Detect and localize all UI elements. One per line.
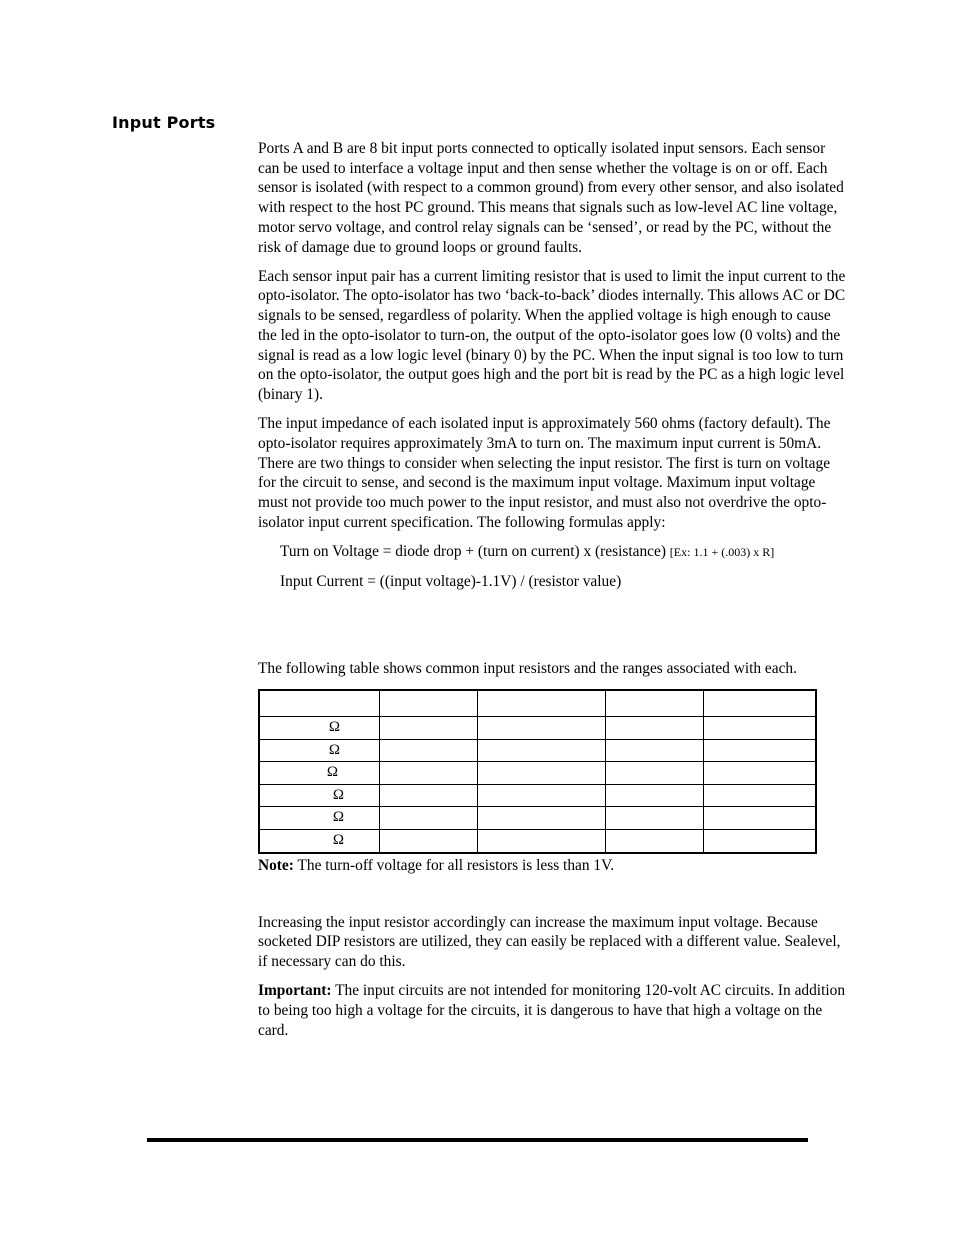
table-cell bbox=[379, 829, 477, 852]
table-cell bbox=[704, 784, 816, 807]
formula-input-current: Input Current = ((input voltage)-1.1V) / (resistor value) bbox=[280, 573, 622, 591]
formula-turn-on-voltage bbox=[258, 542, 848, 563]
paragraph-table-intro: The following table shows common input resistors and the ranges associated with each. bbox=[258, 660, 797, 678]
body-column bbox=[258, 139, 848, 1050]
table-row bbox=[259, 716, 816, 739]
formula-turn-on-text: Turn on Voltage = diode drop + (turn on current) x (resistance) bbox=[280, 542, 670, 560]
important-text: The input circuits are not intended for monitoring 120-volt AC circuits. In addition to being too high a voltage for the circuits, it is dangerous to have that high a voltage on the card. bbox=[258, 982, 846, 1039]
table-cell bbox=[605, 762, 703, 785]
table-cell: Ω bbox=[259, 784, 379, 807]
table-header-cell bbox=[379, 690, 477, 717]
resistor-table bbox=[258, 689, 817, 854]
important-label: Important: bbox=[258, 982, 332, 1000]
section-heading: Input Ports bbox=[112, 113, 216, 132]
table-header-cell bbox=[704, 690, 816, 717]
footer-rule bbox=[147, 1138, 808, 1142]
table-cell: Ω bbox=[259, 762, 379, 785]
table-cell bbox=[379, 807, 477, 830]
table-cell bbox=[478, 807, 605, 830]
table-cell bbox=[379, 716, 477, 739]
table-note bbox=[258, 856, 848, 876]
table-cell bbox=[704, 829, 816, 852]
table-cell bbox=[704, 762, 816, 785]
table-cell bbox=[379, 762, 477, 785]
table-row bbox=[259, 739, 816, 762]
table-row bbox=[259, 762, 816, 785]
table-cell bbox=[379, 784, 477, 807]
paragraph-increasing-resistor: Increasing the input resistor accordingly can increase the maximum input voltage. Because socketed DIP resistors are utilized, they can easily be replaced with a different value. Sealevel, if necessary can do this. bbox=[258, 913, 841, 971]
table-cell: Ω bbox=[259, 829, 379, 852]
table-cell bbox=[605, 807, 703, 830]
paragraph-impedance: The input impedance of each isolated input is approximately 560 ohms (factory default). The opto-isolator requires approximately 3mA to turn on. The maximum input current is 50mA. There are two things to consider when selecting the input resistor. The first is turn on voltage for the circuit to sense, and second is the maximum input voltage. Maximum input voltage must not provide too much power to the input resistor, and must also not overdrive the opto-isolator input current specification. The following formulas apply: bbox=[258, 415, 831, 531]
table-row bbox=[259, 784, 816, 807]
paragraph-resistor: Each sensor input pair has a current limiting resistor that is used to limit the input current to the opto-isolator. The opto-isolator has two ‘back-to-back’ diodes internally. This allows AC or DC signals to be sensed, regardless of polarity. When the applied voltage is high enough to cause the led in the opto-isolator to turn-on, the output of the opto-isolator goes low (0 volts) and the signal is read as a low logic level (binary 0) by the PC. When the input signal is too low to turn on the opto-isolator, the output goes high and the port bit is read by the PC as a high logic level (binary 1). bbox=[258, 267, 846, 403]
paragraph-important bbox=[258, 981, 848, 1040]
table-cell bbox=[605, 716, 703, 739]
table-cell bbox=[478, 716, 605, 739]
table-header-cell bbox=[605, 690, 703, 717]
table-cell: Ω bbox=[259, 807, 379, 830]
table-cell bbox=[478, 762, 605, 785]
table-cell bbox=[704, 739, 816, 762]
table-header-cell bbox=[478, 690, 605, 717]
table-row bbox=[259, 829, 816, 852]
table-cell bbox=[605, 784, 703, 807]
table-cell bbox=[704, 716, 816, 739]
paragraph-sensors: Ports A and B are 8 bit input ports connected to optically isolated input sensors. Each sensor can be used to interface a voltage input and then sense whether the voltage is on or off. Each sensor is isolated (with respect to a common ground) from every other sensor, and also isolated with respect to the host PC ground. This means that signals such as low-level AC line voltage, motor servo voltage, and control relay signals can be ‘sensed’, or read by the PC, without the risk of damage due to ground loops or ground faults. bbox=[258, 140, 844, 256]
formula-turn-on-example: [Ex: 1.1 + (.003) x R] bbox=[669, 544, 775, 559]
table-cell: Ω bbox=[259, 739, 379, 762]
table-cell bbox=[704, 807, 816, 830]
table-cell bbox=[478, 829, 605, 852]
table-cell bbox=[379, 739, 477, 762]
table-cell bbox=[478, 784, 605, 807]
table-row bbox=[259, 807, 816, 830]
table-cell: Ω bbox=[259, 716, 379, 739]
table-cell bbox=[605, 739, 703, 762]
note-label: Note: bbox=[258, 856, 294, 874]
note-text: The turn-off voltage for all resistors is less than 1V. bbox=[293, 856, 615, 874]
table-cell bbox=[478, 739, 605, 762]
table-header-cell bbox=[259, 690, 379, 717]
table-header-row bbox=[259, 690, 816, 717]
table-cell bbox=[605, 829, 703, 852]
